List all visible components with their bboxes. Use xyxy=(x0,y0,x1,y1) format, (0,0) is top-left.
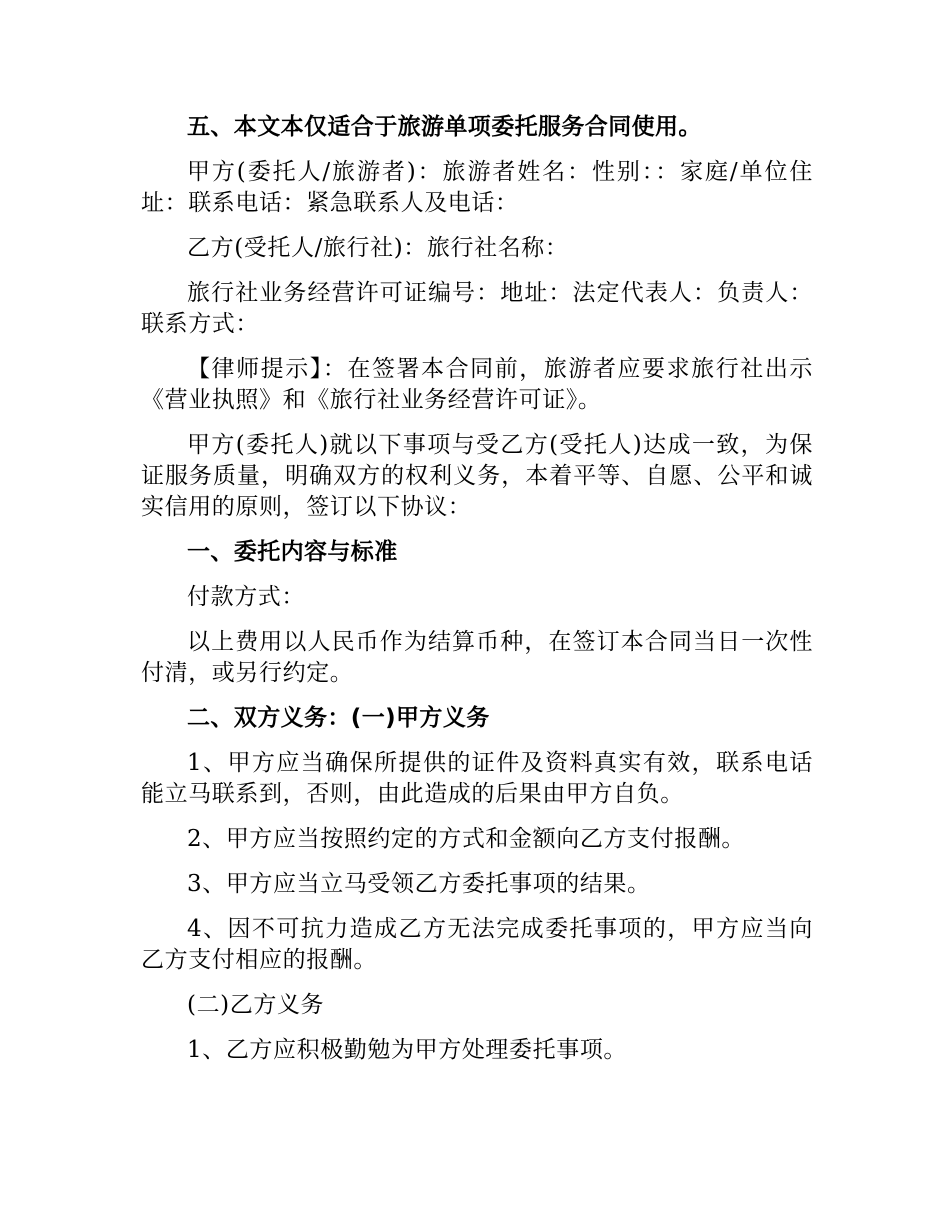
document-page xyxy=(141,112,813,1080)
party-a-duty-1: 1、甲方应当确保所提供的证件及资料真实有效，联系电话能立马联系到，否则，由此造成的后果由甲方自负。 xyxy=(141,750,813,807)
lawyer-tip: 【律师提示】：在签署本合同前，旅游者应要求旅行社出示《营业执照》和《旅行社业务经营许可证》。 xyxy=(141,356,813,413)
party-a-duty-3: 3、甲方应当立马受领乙方委托事项的结果。 xyxy=(187,871,651,897)
party-a-duty-2: 2、甲方应当按照约定的方式和金额向乙方支付报酬。 xyxy=(187,826,746,852)
section-heading-two: 二、双方义务：(一)甲方义务 xyxy=(187,705,490,731)
section-heading-five: 五、本文本仅适合于旅游单项委托服务合同使用。 xyxy=(187,114,702,140)
party-b-license-info: 旅行社业务经营许可证编号：地址：法定代表人：负责人：联系方式： xyxy=(141,280,813,337)
party-a-duty-4: 4、因不可抗力造成乙方无法完成委托事项的，甲方应当向乙方支付相应的报酬。 xyxy=(141,916,813,973)
agreement-preamble: 甲方(委托人)就以下事项与受乙方(受托人)达成一致，为保证服务质量，明确双方的权利义务，本着平等、自愿、公平和诚实信用的原则，签订以下协议： xyxy=(141,432,813,520)
section-heading-one: 一、委托内容与标准 xyxy=(187,539,398,565)
party-b-duties-heading: (二)乙方义务 xyxy=(187,992,325,1018)
party-b-name: 乙方(受托人/旅行社)：旅行社名称： xyxy=(187,235,569,261)
payment-method: 付款方式： xyxy=(187,584,305,610)
party-b-duty-1: 1、乙方应积极勤勉为甲方处理委托事项。 xyxy=(187,1037,628,1063)
settlement-currency: 以上费用以人民币作为结算币种，在签订本合同当日一次性付清，或另行约定。 xyxy=(141,629,813,686)
party-a-info: 甲方(委托人/旅游者)：旅游者姓名：性别：：家庭/单位住址：联系电话：紧急联系人及电话： xyxy=(141,159,813,216)
